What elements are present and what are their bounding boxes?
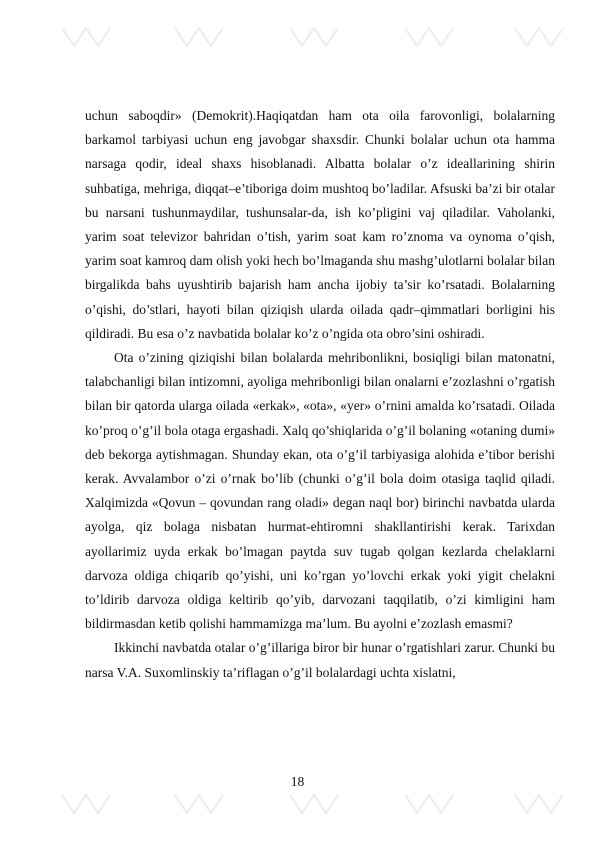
watermark-mark [405,795,453,813]
watermark-mark [62,795,110,813]
document-body [85,104,555,685]
paragraph: uchun saboqdir» (Demokrit).Haqiqatdan ham ota oila farovonligi, bolalarning barkamol tarbiyasi uchun eng javobgar shaxsdir. Chunki bolalar uchun ota hamma narsaga qodir, ideal shaxs hisoblanadi. Albatta bolalar o’z ideallarining shirin suhbatiga, mehriga, diqqat–e’tiboriga doim mushtoq bo’ladilar. Afsuski ba’zi bir otalar bu narsani tushunmaydilar, tushunsalar-da, ish ko’pligini vaj qiladilar. Vaholanki, yarim soat televizor bahridan o’tish, yarim soat kam ro’znoma va oynoma o’qish, yarim soat kamroq dam olish yoki hech bo’lmaganda shu mashg’ulotlarni bolalar bilan birgalikda bahs uyushtirib bajarish ham ancha ijobiy ta’sir ko’rsatadi. Bolalarning o’qishi, do’stlari, hayoti bilan qiziqish ularda oilada qadr–qimmatlari borligini his qildiradi. Bu esa o’z navbatida bolalar ko’z o’ngida ota obro’sini oshiradi. [85,108,555,341]
watermark-mark [290,795,338,813]
watermark-mark [175,28,223,46]
watermark-mark [175,795,223,813]
page-number: 18 [290,774,305,789]
paragraph: Ota o’zining qiziqishi bilan bolalarda mehribonlikni, bosiqligi bilan matonatni, talabchanligi bilan intizomni, ayoliga mehribonligi bilan onalarni e’zozlashni o’rgatish bilan bir qatorda ularga oilada «erkak», «ota», «yer» o’rnini amalda ko’rsatadi. Oilada ko’proq o’g’il bola otaga ergashadi. Xalq qo’shiqlarida o’g’il bolaning «otaning dumi» deb bekorga aytishmagan. Shunday ekan, ota o’g’il tarbiyasiga alohida e’tibor berishi kerak. Avvalambor o’zi o’rnak bo’lib (chunki o’g’il bola doim otasiga taqlid qiladi. Xalqimizda «Qovun – qovundan rang oladi» degan naql bor) birinchi navbatda ularda ayolga, qiz bolaga nisbatan hurmat-ehtiromni shakllantirishi kerak. Tarixdan ayollarimiz uyda erkak bo’lmagan paytda suv tugab qolgan kezlarda chelaklarni darvoza oldiga chiqarib qo’yishi, uni ko’rgan yo’lovchi erkak yoki yigit chelakni to’ldirib darvoza oldiga keltirib qo’yib, darvozani taqqilatib, o’zi kimligini ham bildirmasdan ketib qolishi hammamizga ma’lum. Bu ayolni e’zozlash emasmi? [85,350,555,632]
watermark-mark [62,28,110,46]
watermark-mark [290,28,338,46]
watermark-mark [405,28,453,46]
watermark-mark [515,795,563,813]
paragraph: Ikkinchi navbatda otalar o’g’illariga biror bir hunar o’rgatishlari zarur. Chunki bu narsa V.A. Suxomlinskiy ta’riflagan o’g’il bolalardagi uchta xislatni, [85,640,555,680]
watermark-mark [515,28,563,46]
